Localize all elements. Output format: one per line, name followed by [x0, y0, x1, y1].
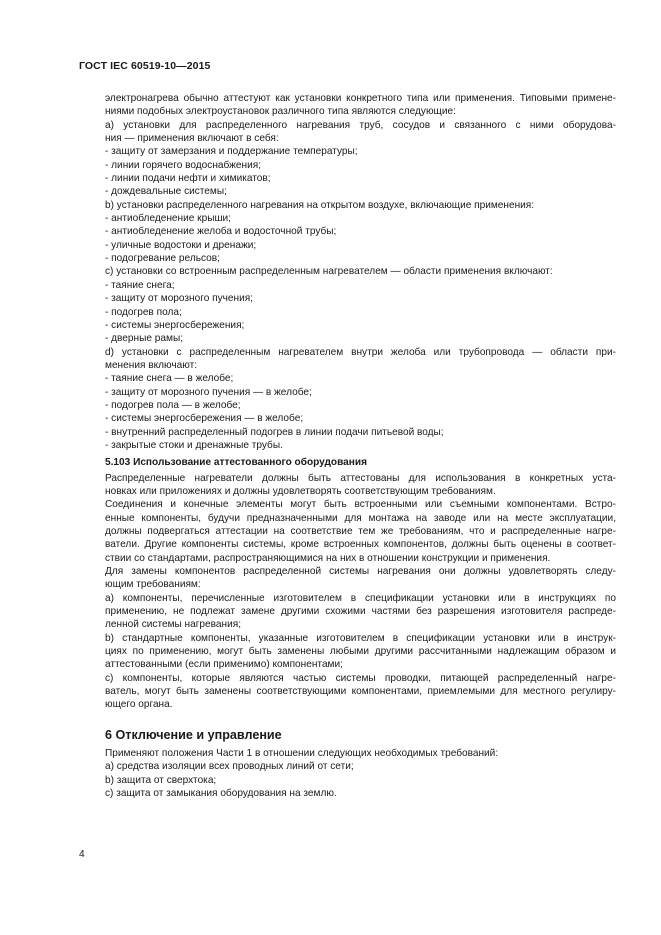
text-line: а) средства изоляции всех проводных линий от сети;: [105, 761, 354, 773]
text-line: Применяют положения Части 1 в отношении следующих необходимых требований:: [105, 747, 499, 759]
text-line: - антиобледенение желоба и водосточной трубы;: [105, 226, 337, 238]
text-line: ватели. Другие компоненты системы, кроме встроенных компонентов, должны быть оценены в соответ-: [105, 539, 616, 551]
text-line: - линии подачи нефти и химикатов;: [105, 173, 271, 185]
text-line: Для замены компонентов распределенной системы нагревания они должны удовлетворять следу-: [105, 566, 616, 578]
text-line: Распределенные нагреватели должны быть аттестованы для использования в конкретных уста-: [105, 472, 616, 484]
text-line: b) стандартные компоненты, указанные изготовителем в спецификации установки или в инструк-: [105, 632, 616, 644]
text-line: электронагрева обычно аттестуют как установки конкретного типа или применения. Типовыми примене-: [105, 93, 616, 104]
text-line: ватель, могут быть заменены соответствующими компонентами, приемлемыми для местного регулиру-: [105, 686, 616, 698]
text-line: енные компоненты, будучи предназначенными для монтажа на заводе или на месте эксплуатации,: [105, 512, 616, 524]
text-line: менения включают:: [105, 359, 198, 371]
text-line: - закрытые стоки и дренажные трубы.: [105, 439, 283, 451]
text-line: циях по применению, могут быть заменены любыми другими рассчитанными надлежащим образом и: [105, 646, 616, 658]
text-line: - дверные рамы;: [105, 333, 184, 345]
text-line: - таяние снега;: [105, 279, 175, 291]
text-line: аттестованными (если применимо) компонентами;: [105, 659, 343, 671]
text-line: - защиту от замерзания и поддержание температуры;: [105, 146, 358, 158]
text-line: ниями подобных электроустановок различного типа являются следующие:: [105, 106, 456, 118]
text-line: - системы энергосбережения;: [105, 319, 245, 331]
text-line: Соединения и конечные элементы могут быть встроенными или съемными компонентами. Встро-: [105, 499, 616, 511]
text-line: b) защита от сверхтока;: [105, 774, 217, 786]
text-line: ющего органа.: [105, 699, 173, 711]
standard-header: ГОСТ IEC 60519-10—2015: [79, 60, 211, 72]
paragraph-block-heating-types: [105, 92, 616, 452]
text-line: - дождевальные системы;: [105, 186, 227, 198]
text-line: - линии горячего водоснабжения;: [105, 159, 262, 171]
text-line: - подогрев пола;: [105, 306, 182, 318]
text-line: с) установки со встроенным распределенным нагревателем — области применения включают:: [105, 266, 553, 278]
text-line: ствии со стандартами, распространяющимися на них в отношении конструкции и применения.: [105, 552, 551, 564]
text-line: ния — применения включают в себя:: [105, 133, 279, 145]
text-line: b) установки распределенного нагревания на открытом воздухе, включающие применения:: [105, 199, 535, 211]
paragraph-block-control: [105, 747, 616, 800]
text-line: - уличные водостоки и дренажи;: [105, 239, 257, 251]
text-line: а) компоненты, перечисленные изготовителем в спецификации установки или в инструкциях по: [105, 592, 616, 604]
text-line: с) компоненты, которые являются частью системы проводки, питающей распределенный нагре-: [105, 672, 616, 684]
paragraph-block-certified-equipment: [105, 472, 616, 712]
page-content: [105, 92, 616, 800]
text-line: а) установки для распределенного нагревания труб, сосудов и связанного с ними оборудова-: [105, 119, 616, 131]
text-line: - внутренний распределенный подогрев в линии подачи питьевой воды;: [105, 426, 444, 438]
page-number: 4: [79, 849, 85, 860]
section-heading: 6 Отключение и управление: [105, 727, 282, 742]
text-line: с) защита от замыкания оборудования на землю.: [105, 787, 337, 799]
text-line: - антиобледенение крыши;: [105, 213, 231, 225]
text-line: ленной системы нагревания;: [105, 619, 242, 631]
subsection-heading: 5.103 Использование аттестованного оборудования: [105, 457, 367, 469]
text-line: - защиту от морозного пучения — в желобе;: [105, 386, 312, 398]
text-line: - таяние снега — в желобе;: [105, 373, 234, 385]
text-line: должны подвергаться аттестации на соответствие тем же требованиям, что и распределенные нагре-: [105, 526, 616, 537]
text-line: новках или приложениях и должны удовлетворять соответствующим требованиям.: [105, 485, 496, 497]
text-line: ющим требованиям:: [105, 579, 201, 591]
text-line: - подогрев пола — в желобе;: [105, 399, 241, 411]
text-line: - системы энергосбережения — в желобе;: [105, 413, 304, 425]
text-line: - защиту от морозного пучения;: [105, 293, 253, 305]
text-line: d) установки с распределенным нагревателем внутри желоба или трубопровода — области при-: [105, 346, 616, 358]
text-line: - подогревание рельсов;: [105, 253, 220, 265]
text-line: применению, не подлежат замене другими схожими частями без разрешения изготовителя распреде-: [105, 606, 616, 618]
